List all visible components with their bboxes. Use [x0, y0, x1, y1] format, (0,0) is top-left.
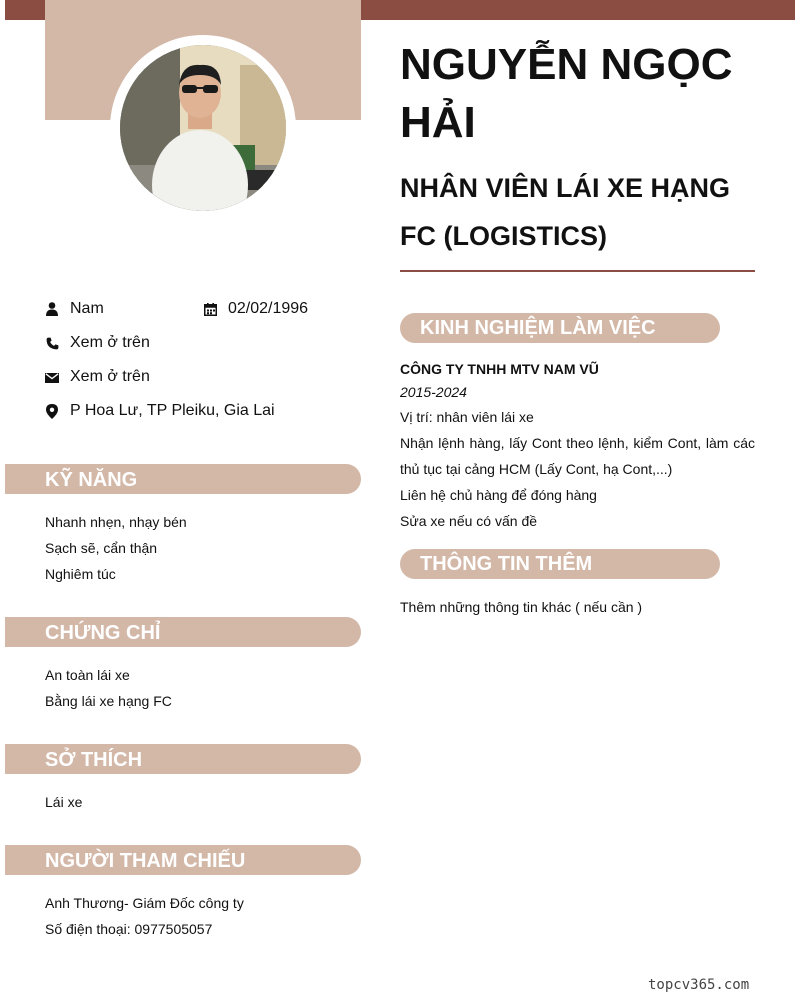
experience-title: KINH NGHIỆM LÀM VIỆC	[420, 317, 656, 339]
user-icon	[45, 302, 59, 316]
contact-email	[45, 366, 150, 388]
list-item: Số điện thoại: 0977505057	[45, 921, 213, 937]
list-item: Nghiêm túc	[45, 566, 116, 582]
experience-line: Liên hệ chủ hàng để đóng hàng	[400, 487, 597, 503]
location-icon	[45, 404, 59, 418]
avatar-photo	[120, 45, 286, 211]
gender-value: Nam	[70, 300, 104, 317]
list-item: Lái xe	[45, 794, 83, 810]
experience-period: 2015-2024	[400, 384, 467, 400]
list-item: An toàn lái xe	[45, 667, 130, 683]
experience-line: Vị trí: nhân viên lái xe	[400, 409, 534, 425]
site-watermark: topcv365.com	[648, 977, 750, 993]
hobbies-list	[45, 789, 82, 815]
candidate-name: NGUYỄN NGỌC HẢI	[400, 40, 733, 147]
certificates-list	[45, 662, 172, 714]
certificates-heading	[5, 617, 361, 647]
references-title: NGƯỜI THAM CHIẾU	[45, 850, 246, 872]
references-heading	[5, 845, 361, 875]
certificates-title: CHỨNG CHỈ	[45, 622, 161, 644]
hobbies-title: SỞ THÍCH	[45, 749, 143, 771]
job-title: NHÂN VIÊN LÁI XE HẠNG FC (LOGISTICS)	[400, 173, 731, 251]
list-item: Anh Thương- Giám Đốc công ty	[45, 895, 244, 911]
phone-icon	[45, 336, 59, 350]
experience-line: Sửa xe nếu có vấn đề	[400, 513, 538, 529]
experience-company: CÔNG TY TNHH MTV NAM VŨ	[400, 361, 599, 377]
calendar-icon	[203, 302, 217, 316]
skills-list	[45, 509, 187, 587]
extra-info-heading	[400, 549, 720, 579]
contact-address	[45, 400, 275, 422]
skills-heading	[5, 464, 361, 494]
contact-gender	[45, 298, 104, 320]
skills-title: KỸ NĂNG	[45, 469, 138, 491]
birthday-value: 02/02/1996	[228, 300, 309, 317]
contact-birthday	[203, 298, 308, 320]
email-value[interactable]: Xem ở trên	[70, 368, 150, 385]
phone-value[interactable]: Xem ở trên	[70, 334, 150, 351]
experience-description	[400, 404, 755, 534]
contact-phone	[45, 332, 150, 354]
references-list	[45, 890, 244, 942]
experience-line: thủ tục tại cảng HCM (Lấy Cont, hạ Cont,...)	[400, 461, 673, 477]
list-item: Bằng lái xe hạng FC	[45, 693, 172, 709]
list-item: Sạch sẽ, cẩn thận	[45, 540, 158, 556]
title-divider	[400, 270, 755, 272]
experience-line: Nhận lệnh hàng, lấy Cont theo lệnh, kiểm Cont, làm các	[400, 435, 755, 451]
email-icon	[45, 370, 59, 384]
experience-heading	[400, 313, 720, 343]
avatar	[120, 45, 286, 211]
hobbies-heading	[5, 744, 361, 774]
extra-info-text: Thêm những thông tin khác ( nếu cần )	[400, 599, 643, 615]
extra-info-title: THÔNG TIN THÊM	[420, 553, 593, 575]
address-value: P Hoa Lư, TP Pleiku, Gia Lai	[70, 402, 275, 419]
list-item: Nhanh nhẹn, nhạy bén	[45, 514, 187, 530]
